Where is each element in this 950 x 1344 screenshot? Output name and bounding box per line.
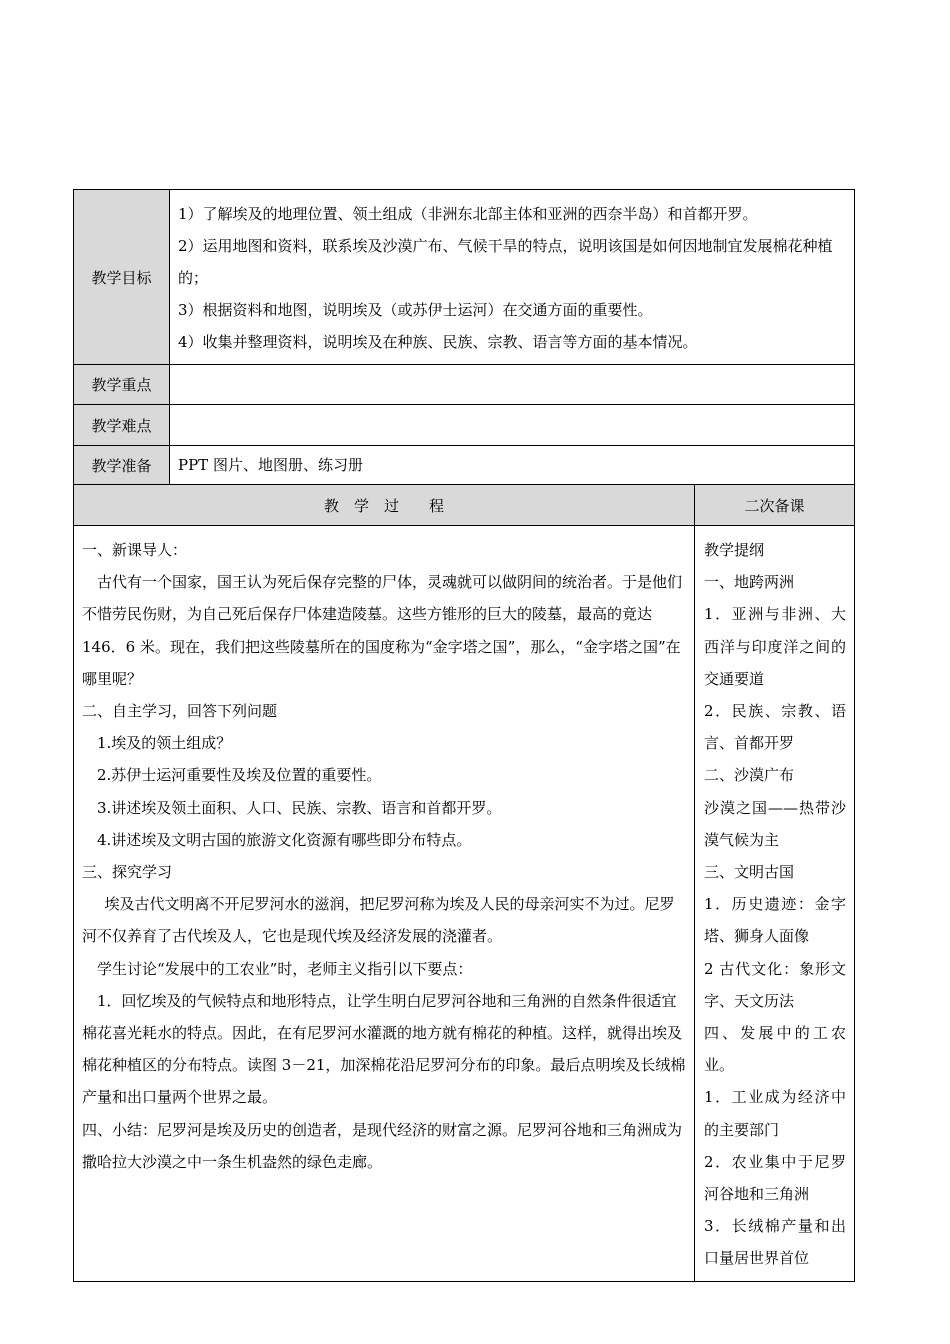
objectives-label: 教学目标 bbox=[74, 190, 170, 365]
outline-column bbox=[695, 526, 855, 1282]
section-heading: 三、探究学习 bbox=[82, 863, 173, 882]
outline-item: 2．农业集中于尼罗河谷地和三角洲 bbox=[704, 1152, 846, 1204]
preparation-row bbox=[74, 446, 855, 485]
key-points-value bbox=[170, 365, 855, 405]
outline-item: 1．工业成为经济中的主要部门 bbox=[704, 1088, 846, 1139]
process-body-row bbox=[74, 526, 855, 1282]
outline-item: 四、发展中的工农业。 bbox=[704, 1024, 846, 1075]
objectives-content bbox=[170, 190, 855, 365]
key-points-label: 教学重点 bbox=[74, 365, 170, 405]
objective-item: 2）运用地图和资料，联系埃及沙漠广布、气候干旱的特点，说明该国是如何因地制宜发展棉花种植的； bbox=[178, 237, 833, 287]
intro-paragraph: 古代有一个国家，国王认为死后保存完整的尸体，灵魂就可以做阴间的统治者。于是他们不惜劳民伤财，为自己死后保存尸体建造陵墓。这些方锥形的巨大的陵墓，最高的竟达 146．6 米。现在，我们把这些陵墓所在的国度称为“金字塔之国”，那么，“金字塔之国”在哪里呢？ bbox=[82, 573, 683, 688]
question-item: 2.苏伊士运河重要性及埃及位置的重要性。 bbox=[97, 766, 382, 785]
discussion-paragraph: 学生讨论“发展中的工农业”时，老师主义指引以下要点： bbox=[97, 959, 473, 978]
outline-item: 教学提纲 bbox=[704, 541, 765, 559]
process-header: 教 学 过 程 bbox=[74, 485, 695, 526]
lesson-plan-table bbox=[73, 189, 855, 1282]
objective-item: 4）收集并整理资料，说明埃及在种族、民族、宗教、语言等方面的基本情况。 bbox=[178, 333, 698, 351]
objectives-row bbox=[74, 190, 855, 365]
process-header-row bbox=[74, 485, 855, 526]
discussion-point: 1．回忆埃及的气候特点和地形特点，让学生明白尼罗河谷地和三角洲的自然条件很适宜棉花喜光耗水的特点。因此，在有尼罗河水灌溉的地方就有棉花的种植。这样，就得出埃及棉花种植区的分布特点。读图 3－21，加深棉花沿尼罗河分布的印象。最后点明埃及长绒棉产量和出口量两个世界之最。 bbox=[82, 991, 686, 1107]
question-item: 3.讲述埃及领土面积、人口、民族、宗教、语言和首都开罗。 bbox=[97, 798, 502, 817]
outline-item: 2．民族、宗教、语言、首都开罗 bbox=[704, 702, 846, 753]
outline-item: 三、文明古国 bbox=[704, 863, 795, 882]
explore-paragraph: 埃及古代文明离不开尼罗河水的滋润，把尼罗河称为埃及人民的母亲河实不为过。尼罗河不仅养育了古代埃及人，它也是现代埃及经济发展的浇灌者。 bbox=[82, 895, 675, 946]
difficulties-value bbox=[170, 405, 855, 446]
preparation-value: PPT 图片、地图册、练习册 bbox=[170, 446, 855, 485]
outline-item: 2 古代文化：象形文字、天文历法 bbox=[704, 959, 846, 1010]
section-heading: 二、自主学习，回答下列问题 bbox=[82, 702, 278, 721]
difficulties-label: 教学难点 bbox=[74, 405, 170, 446]
outline-item: 3．长绒棉产量和出口量居世界首位 bbox=[704, 1217, 846, 1268]
summary-paragraph: 四、小结：尼罗河是埃及历史的创造者，是现代经济的财富之源。尼罗河谷地和三角洲成为撒哈拉大沙漠之中一条生机盎然的绿色走廊。 bbox=[82, 1120, 683, 1171]
section-heading: 一、新课导人： bbox=[82, 541, 188, 559]
question-item: 4.讲述埃及文明古国的旅游文化资源有哪些即分布特点。 bbox=[97, 830, 472, 849]
outline-item: 沙漠之国——热带沙漠气候为主 bbox=[704, 798, 846, 849]
second-prep-header: 二次备课 bbox=[695, 485, 855, 526]
process-content bbox=[74, 526, 695, 1282]
objective-item: 3）根据资料和地图，说明埃及（或苏伊士运河）在交通方面的重要性。 bbox=[178, 301, 653, 319]
outline-item: 一、地跨两洲 bbox=[704, 573, 795, 592]
outline-item: 二、沙漠广布 bbox=[704, 766, 795, 785]
outline-item: 1．历史遗迹：金字塔、狮身人面像 bbox=[704, 895, 846, 946]
key-points-row bbox=[74, 365, 855, 405]
difficulties-row bbox=[74, 405, 855, 446]
outline-item: 1．亚洲与非洲、大西洋与印度洋之间的交通要道 bbox=[704, 605, 846, 688]
objective-item: 1）了解埃及的地理位置、领土组成（非洲东北部主体和亚洲的西奈半岛）和首都开罗。 bbox=[178, 205, 758, 223]
question-item: 1.埃及的领土组成？ bbox=[97, 734, 232, 753]
preparation-label: 教学准备 bbox=[74, 446, 170, 485]
